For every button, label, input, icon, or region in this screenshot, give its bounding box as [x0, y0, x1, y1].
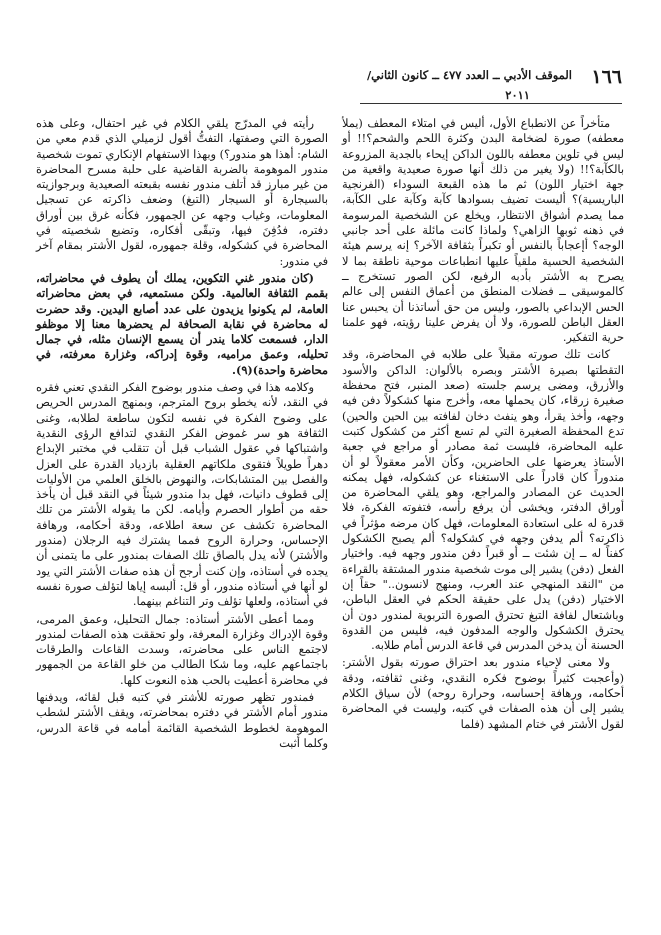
page-number: ١٦٦ — [591, 66, 622, 88]
right-column — [342, 116, 624, 734]
left-column — [36, 116, 328, 753]
paragraph: ولا معنى لإحياء مندور بعد احتراق صورته بقول الأشتر: (وأعجبت كثيراً بوضوح فكره النقدي، وغنى ثقافته، ودقة أحكامه، ورهافة إحساسه، وحرارة روحه) لأن سياق الكلام يشير إلى أن هذه الصفات في كتبه، وليست في المحاضرة لقول الأشتر في ختام المشهد (فلما — [342, 656, 624, 731]
header-divider — [360, 103, 622, 104]
paragraph: رأيته في المدرّج يلقي الكلام في غير احتفال، وعلى هذه الصورة التي وصفتها، التفتُّ أقول لزميلي الذي قدم معي من الشام: أهذا هو مندور؟) وبهذا الاستفهام الإنكاري تموت شخصية مندور الموهومة بالضربة القاضية على حلبة مسرح المحاضرة من غير مبارز قد أتلف مندور نفسه بقبعته الصعيدية وبرجوازيته بالسيجارة أو السيجار (التبغ) وضعف ذاكرته عن تسجيل المعلومات، وغياب وجهه عن الجمهور، فكأنه غرق بين أوراق دفتره، فدُفِنَ فيها، وتبقّى أفكاره، وتضيع شخصيته في المحاضرة في كشكوله، وقلة جمهوره، لقول الأشتر بمقام آخر في مندور: — [36, 117, 328, 268]
paragraph: كانت تلك صورته مقبلاً على طلابه في المحاضرة، وقد التقطتها بصيرة الأشتر وبصره بالألوان: الداكن والأسود والأزرق، ومضى يرسم جلسته (صعد المنبر، فتح محفظة صغيرة زرقاء، كان يحملها معه، وأخرج منها كشكولاً دفن فيه وجهه، وأخذ يقرأ، وهو ينفث دخان لفافته بين الحين والحين) تدع المحفظة الصغيرة التي لم تسع أكثر من كشكول كتبت عليه المحاضرة، فليست ثمة مصادر أو مراجع في جعبة الأستاذ يعرضها على الحاضرين، وكأن الأمر معقولاً لو أن مندوراً كان قادراً على الاستغناء عن كشكوله، فهل يمكنه الحديث عن المصادر والمراجع، وهو يلقي المحاضرة من أوراق الدفتر، ويخشى أن يرفع رأسه، فتفوته الفكرة، فلا قدرة له على استعادة المعلومات، فهل كان مرضه مؤثراً في ذاكرته؟ ألم يدفن وجهه في كشكوله؟ ألم يصبح الكشكول كفناً له ــ إن شئت ــ أو قبراً دفن مندور وجهه فيه. واختيار الفعل (دفن) يشير إلى موت شخصية مندور المشتقة بالقراءة من "النقد المنهجي عند العرب، ومنهج لانسون.." حقاً إن الاختيار (دفن) يدل على حقيقة الحكم في العقل الباطن، وباشتعال لفافة التبغ تحترق الصورة التربوية لمندور دون أن يحترق الكشكول والوجه المدفون فيه، فليس من القدوة الحسنة أن يدخن المدرس في قاعة الدرس أمام طلابه. — [342, 348, 624, 653]
paragraph: فمندور تظهر صورته للأشتر في كتبه قبل لقائه، ويدفنها مندور أمام الأشتر في دفتره بمحاضرته، ويقف الأشتر لشطب الموهومة لخطوط الشخصية القائمة أمامه في قاعة الدرس، وكلما أثبت — [36, 690, 328, 750]
paragraph: متأخراً عن الانطباع الأول، أليس في امتلاء المعطف (يملأ معطفه) صورة لضخامة البدن وكثرة اللحم والشحم؟!! أو ليس في تلوين معطفه باللون الداكن إيحاء بالجدية المزروعة بالكآبة؟!! (ولا يغير من ذلك أنها صورة صعيدية واقعية من جهة اختيار اللون) ثم ما هذه القبعة السوداء (الفرنجية الباريسية)؟ أليست تضيف بسوادها كآبة وكآبة على الكآبة، مما يصدم أشواق الانتظار، ويخلع عن الشخصية المرسومة في ذهنه ثوبها الزاهي؟ ولماذا كانت مائلة على أحد جانبي الوجه؟ أإعجاباً بالنفس أو تكبراً بثقافة الآخر؟ إنه يرسم هيئة الشخصية الحسية ملقياً عليها انطباعات موحية ناطقة بما لا يصرح به الأشتر بأدبه الرفيع، لكن الصور تستخرج ــ كالموسيقى ــ فضلات المنطق من أعماق النفس إلى عالم الحس الإبداعي بالصور، وليس من حق أساتذنا أن يحبس عنا العقل الباطن للصورة، ولا أن يفرض علينا رؤيته، فهو علمنا حرية التفكير. — [342, 117, 624, 345]
journal-issue: الموقف الأدبي ــ العدد ٤٧٧ ــ كانون الثاني/ — [366, 68, 572, 82]
journal-year: ٢٠١١ — [505, 88, 530, 102]
paragraph: ومما أعطى الأشتر أستاذه: جمال التحليل، وعمق المرمى، وقوة الإدراك وغزارة المعرفة، ولو تحققت هذه الصفات لمندور لاجتمع الناس على محاضرته، وسدت القاعات والطرقات باجتماعهم عليه، وما شكا الطالب من خلو القاعة من الجمهور في محاضرة أعطيت بالحب هذه النعوت كلها. — [36, 612, 328, 687]
page-header — [360, 62, 622, 102]
quote-paragraph: (كان مندور غني التكوين، يملك أن يطوف في محاضراته، بقمم الثقافة العالمية. ولكن مستمعيه، في بعض محاضراته العامة، لم يكونوا يزيدون على عدد أصابع اليدين. وقد حضرت له محاضرة في نقابة الصحافة لم يحضرها معنا إلا موظفو الدار، فسمعت كلاما يندر أن يسمع الإنسان مثله، في جمال تحليله، وعمق مراميه، وقوة إدراكه، وغزارة معرفته، في محاضرة واحدة)(٩). — [36, 270, 328, 377]
paragraph: وكلامه هذا في وصف مندور بوضوح الفكر النقدي تعني فقره في النقد، لأنه يخطو بروح المترجم، وبمنهج المدرس الحريص على وضوح الفكرة في نفسه لتكون ساطعة لطلابه، وغنى الثقافة هو سر غموض الفكر النقدي لتدافع الرؤى النقدية واشتباكها في عقول الشباب قبل أن تتقلب في مختبر الإبداع دهراً طويلاً فتقوى ملكاتهم العقلية بازدياد القدرة على العزل والفصل بين المتشابكات، والنهوض بالخلق العلمي من الأوليات إلى قطوف دانيات، فهل بدا مندور شيئاً في النقد قبل أن يأخذ حقه من أطوار الحصرم وأيامه. لكن ما يقوله الأشتر من تلك المحاضرة تكشف عن سعة اطلاعه، ودقة أحكامه، ورهافة الإحساس، وحرارة الروح فمما يشترك فيه الرجلان (مندور والأشتر) لأنه يدل بالصاق تلك الصفات بمندور على ما يتمنى أن يجده في أستاذه، وإن كنت أرجح أن هذه صفات الأشتر التي يود لو أنها في أستاذه مندور، أو قل: ألبسه إياها لتؤلف صورة نفسه في أستاذه، ولعلها تؤلف وتر التناغم بينهما. — [36, 381, 328, 609]
